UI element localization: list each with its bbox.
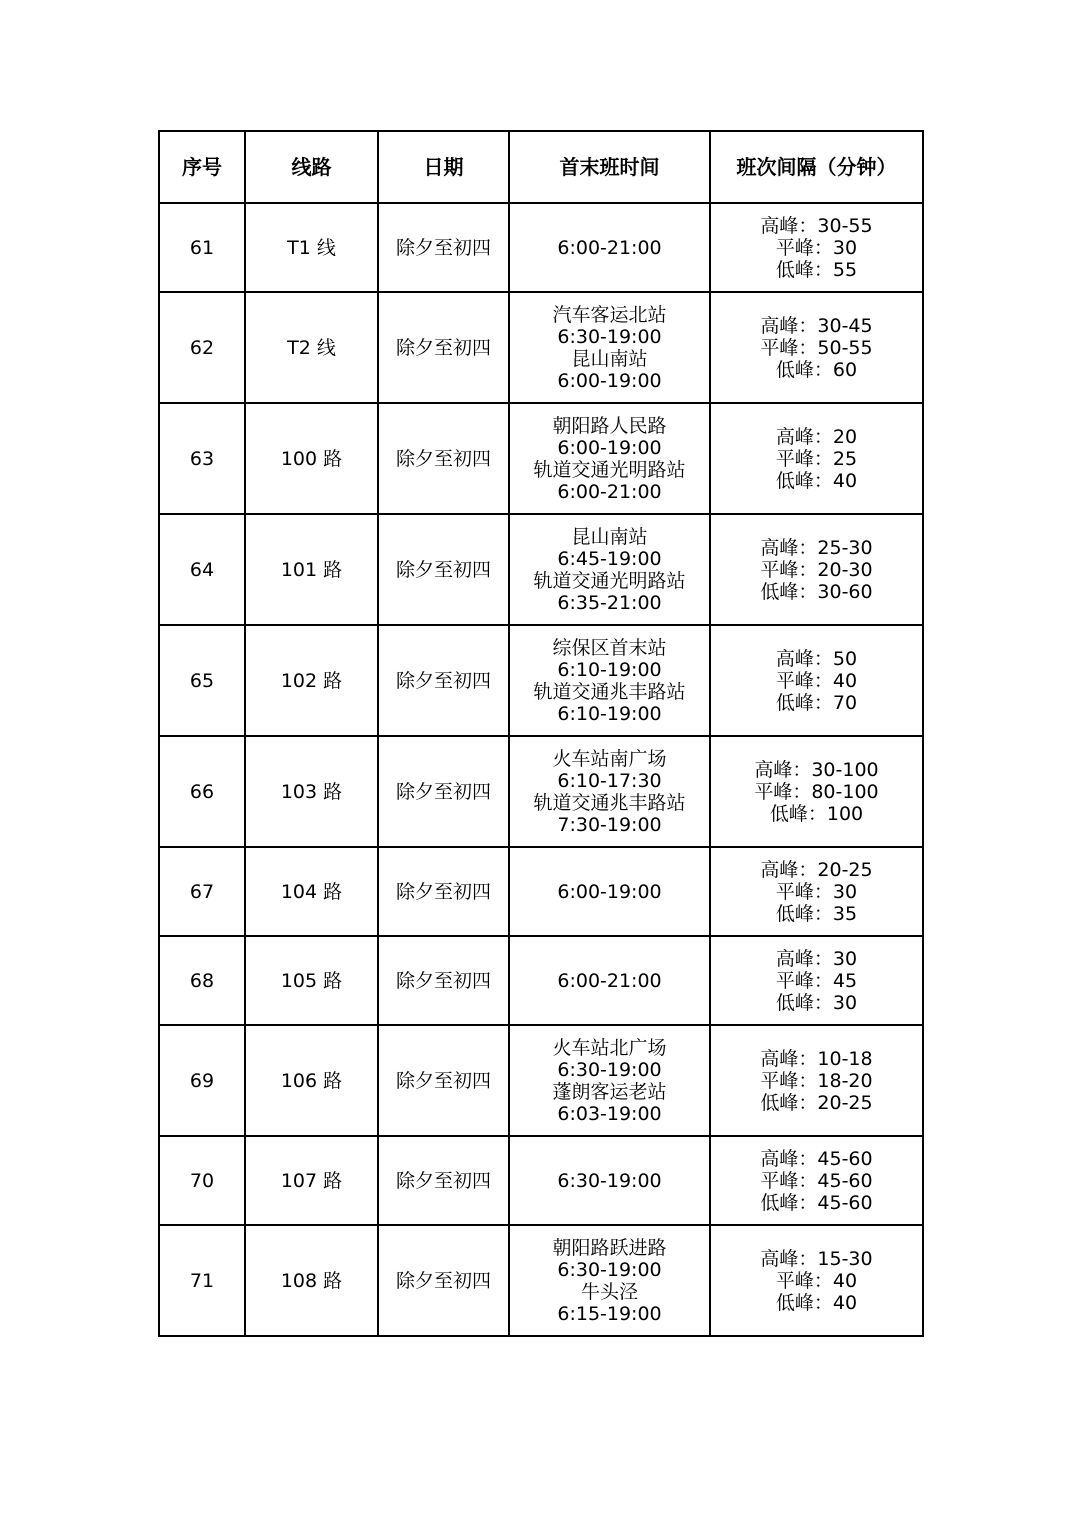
- cell-date: 除夕至初四: [378, 1136, 509, 1225]
- cell-times: [509, 847, 710, 936]
- interval-low: 低峰：45-60: [760, 1191, 873, 1214]
- interval-flat: 平峰：50-55: [760, 336, 873, 359]
- cell-date: 除夕至初四: [378, 403, 509, 514]
- interval-low: 低峰：30: [775, 991, 858, 1014]
- cell-date: 除夕至初四: [378, 736, 509, 847]
- header-no: 序号: [159, 131, 245, 203]
- table-row: [159, 736, 923, 847]
- interval-low: 低峰：40: [775, 1291, 858, 1314]
- time-line: 6:10-17:30: [557, 769, 662, 792]
- time-line: 6:30-19:00: [557, 1258, 662, 1281]
- cell-no: 64: [159, 514, 245, 625]
- table-row: [159, 292, 923, 403]
- cell-date: 除夕至初四: [378, 625, 509, 736]
- interval-flat: 平峰：18-20: [760, 1069, 873, 1092]
- time-line: 朝阳路人民路: [552, 414, 667, 437]
- cell-interval: [710, 736, 923, 847]
- cell-date: 除夕至初四: [378, 1225, 509, 1336]
- interval-peak: 高峰：50: [775, 647, 858, 670]
- time-line: 6:30-19:00: [557, 1169, 662, 1192]
- time-line: 6:00-21:00: [557, 236, 662, 259]
- cell-no: 63: [159, 403, 245, 514]
- time-line: 6:30-19:00: [557, 1058, 662, 1081]
- time-line: 6:45-19:00: [557, 547, 662, 570]
- cell-interval: [710, 1025, 923, 1136]
- interval-flat: 平峰：25: [775, 447, 858, 470]
- header-route: 线路: [245, 131, 378, 203]
- cell-interval: [710, 292, 923, 403]
- interval-low: 低峰：70: [775, 691, 858, 714]
- cell-no: 70: [159, 1136, 245, 1225]
- cell-no: 66: [159, 736, 245, 847]
- time-line: 6:10-19:00: [557, 702, 662, 725]
- time-line: 朝阳路跃进路: [552, 1236, 667, 1259]
- header-interval: 班次间隔（分钟）: [710, 131, 923, 203]
- interval-peak: 高峰：45-60: [760, 1147, 873, 1170]
- cell-no: 67: [159, 847, 245, 936]
- bus-schedule-table: [158, 130, 924, 1337]
- table-row: [159, 847, 923, 936]
- cell-times: [509, 936, 710, 1025]
- cell-times: [509, 1025, 710, 1136]
- time-line: 轨道交通兆丰路站: [533, 791, 686, 814]
- cell-date: 除夕至初四: [378, 514, 509, 625]
- interval-peak: 高峰：30: [775, 947, 858, 970]
- cell-interval: [710, 1136, 923, 1225]
- header-times: 首末班时间: [509, 131, 710, 203]
- cell-times: [509, 403, 710, 514]
- cell-route: 102 路: [245, 625, 378, 736]
- cell-route: 104 路: [245, 847, 378, 936]
- interval-low: 低峰：60: [775, 358, 858, 381]
- table-row: [159, 403, 923, 514]
- time-line: 轨道交通兆丰路站: [533, 680, 686, 703]
- cell-date: 除夕至初四: [378, 847, 509, 936]
- interval-peak: 高峰：20-25: [760, 858, 873, 881]
- cell-times: [509, 514, 710, 625]
- time-line: 6:00-21:00: [557, 969, 662, 992]
- cell-times: [509, 1136, 710, 1225]
- interval-flat: 平峰：40: [775, 1269, 858, 1292]
- cell-times: [509, 625, 710, 736]
- interval-peak: 高峰：10-18: [760, 1047, 873, 1070]
- interval-low: 低峰：55: [775, 258, 858, 281]
- time-line: 6:35-21:00: [557, 591, 662, 614]
- header-date: 日期: [378, 131, 509, 203]
- cell-interval: [710, 1225, 923, 1336]
- time-line: 6:00-19:00: [557, 436, 662, 459]
- interval-flat: 平峰：80-100: [754, 780, 879, 803]
- cell-interval: [710, 203, 923, 292]
- cell-no: 69: [159, 1025, 245, 1136]
- interval-low: 低峰：35: [775, 902, 858, 925]
- interval-peak: 高峰：30-55: [760, 214, 873, 237]
- cell-date: 除夕至初四: [378, 936, 509, 1025]
- interval-peak: 高峰：30-100: [754, 758, 879, 781]
- table-row: [159, 203, 923, 292]
- cell-route: 106 路: [245, 1025, 378, 1136]
- cell-route: 105 路: [245, 936, 378, 1025]
- cell-times: [509, 1225, 710, 1336]
- cell-no: 65: [159, 625, 245, 736]
- time-line: 昆山南站: [571, 525, 648, 548]
- cell-route: T2 线: [245, 292, 378, 403]
- time-line: 轨道交通光明路站: [533, 458, 686, 481]
- time-line: 火车站南广场: [552, 747, 667, 770]
- cell-no: 61: [159, 203, 245, 292]
- time-line: 6:00-21:00: [557, 480, 662, 503]
- interval-flat: 平峰：30: [775, 880, 858, 903]
- interval-flat: 平峰：45: [775, 969, 858, 992]
- interval-low: 低峰：40: [775, 469, 858, 492]
- table-row: [159, 1136, 923, 1225]
- time-line: 6:15-19:00: [557, 1302, 662, 1325]
- time-line: 汽车客运北站: [552, 303, 667, 326]
- cell-no: 68: [159, 936, 245, 1025]
- interval-low: 低峰：30-60: [760, 580, 873, 603]
- cell-interval: [710, 936, 923, 1025]
- table-row: [159, 936, 923, 1025]
- time-line: 6:03-19:00: [557, 1102, 662, 1125]
- interval-peak: 高峰：25-30: [760, 536, 873, 559]
- cell-interval: [710, 847, 923, 936]
- cell-route: 103 路: [245, 736, 378, 847]
- cell-route: 101 路: [245, 514, 378, 625]
- time-line: 综保区首末站: [552, 636, 667, 659]
- time-line: 6:10-19:00: [557, 658, 662, 681]
- cell-interval: [710, 514, 923, 625]
- interval-peak: 高峰：30-45: [760, 314, 873, 337]
- cell-no: 71: [159, 1225, 245, 1336]
- cell-route: 108 路: [245, 1225, 378, 1336]
- cell-date: 除夕至初四: [378, 1025, 509, 1136]
- interval-peak: 高峰：15-30: [760, 1247, 873, 1270]
- cell-times: [509, 292, 710, 403]
- interval-peak: 高峰：20: [775, 425, 858, 448]
- time-line: 火车站北广场: [552, 1036, 667, 1059]
- time-line: 昆山南站: [571, 347, 648, 370]
- time-line: 6:30-19:00: [557, 325, 662, 348]
- cell-times: [509, 203, 710, 292]
- cell-no: 62: [159, 292, 245, 403]
- interval-low: 低峰：20-25: [760, 1091, 873, 1114]
- cell-date: 除夕至初四: [378, 292, 509, 403]
- cell-route: T1 线: [245, 203, 378, 292]
- interval-flat: 平峰：20-30: [760, 558, 873, 581]
- cell-times: [509, 736, 710, 847]
- table-row: [159, 1225, 923, 1336]
- time-line: 7:30-19:00: [557, 813, 662, 836]
- interval-low: 低峰：100: [769, 802, 864, 825]
- time-line: 牛头泾: [580, 1280, 638, 1303]
- time-line: 轨道交通光明路站: [533, 569, 686, 592]
- cell-route: 107 路: [245, 1136, 378, 1225]
- table-row: [159, 514, 923, 625]
- interval-flat: 平峰：40: [775, 669, 858, 692]
- cell-route: 100 路: [245, 403, 378, 514]
- cell-date: 除夕至初四: [378, 203, 509, 292]
- cell-interval: [710, 625, 923, 736]
- interval-flat: 平峰：45-60: [760, 1169, 873, 1192]
- time-line: 6:00-19:00: [557, 369, 662, 392]
- interval-flat: 平峰：30: [775, 236, 858, 259]
- cell-interval: [710, 403, 923, 514]
- time-line: 蓬朗客运老站: [552, 1080, 667, 1103]
- table-row: [159, 1025, 923, 1136]
- header-row: [159, 131, 923, 203]
- time-line: 6:00-19:00: [557, 880, 662, 903]
- table-row: [159, 625, 923, 736]
